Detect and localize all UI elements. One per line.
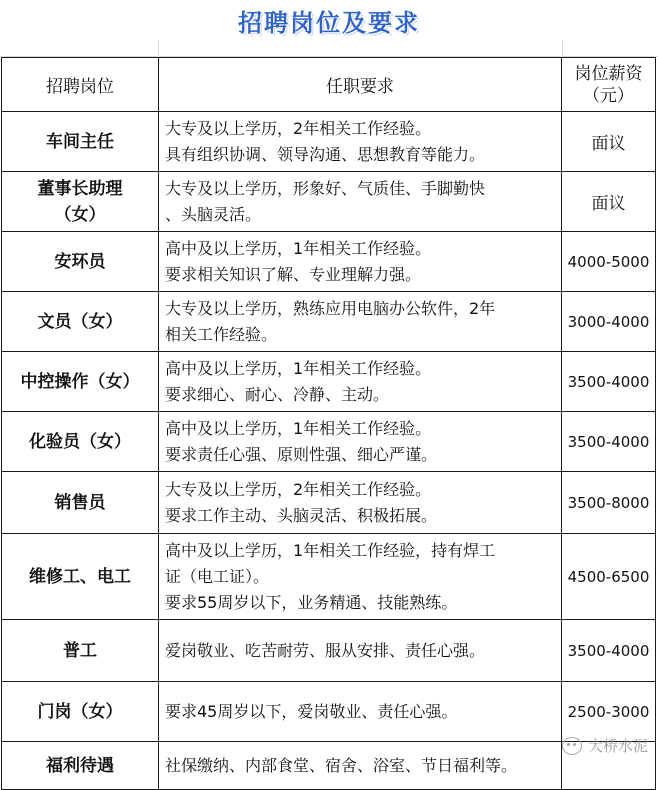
table-row (2, 352, 656, 412)
salary-cell: 3500-4000 (562, 412, 656, 472)
blank-spacer-row (0, 40, 658, 57)
position-line: 普工 (63, 640, 97, 661)
watermark (562, 735, 648, 756)
salary-cell: 面议 (562, 172, 656, 232)
spacer-divider (562, 40, 563, 56)
requirement-line: 要求45周岁以下，爱岗敬业、责任心强。 (165, 701, 458, 721)
position-cell (2, 412, 159, 472)
requirement-line: 高中及以上学历，1年相关工作经验。 (165, 418, 432, 438)
requirement-line: 社保缴纳、内部食堂、宿舍、浴室、节日福利等。 (165, 755, 518, 775)
requirements-cell (159, 472, 562, 534)
position-line: 车间主任 (46, 131, 114, 152)
position-cell (2, 292, 159, 352)
table-body (2, 112, 656, 790)
table-row (2, 682, 656, 742)
requirements-cell (159, 112, 562, 172)
position-cell (2, 534, 159, 620)
requirement-line: 要求责任心强、原则性强、细心严谨。 (165, 444, 438, 464)
position-line: 维修工、电工 (29, 566, 131, 587)
requirement-line: 大专及以上学历，2年相关工作经验。 (165, 118, 432, 138)
requirement-line: 要求55周岁以下，业务精通、技能熟练。 (165, 592, 458, 612)
position-cell (2, 742, 159, 790)
position-line: 中控操作（女） (20, 371, 140, 392)
requirement-line: 大专及以上学历，2年相关工作经验。 (165, 479, 432, 499)
table-header-row (2, 58, 656, 112)
spacer-divider (158, 40, 159, 56)
salary-cell: 4500-6500 (562, 534, 656, 620)
requirement-line: 要求工作主动、头脑灵活、积极拓展。 (165, 505, 438, 525)
requirement-line: 相关工作经验。 (165, 324, 278, 344)
position-cell (2, 352, 159, 412)
requirements-cell (159, 172, 562, 232)
requirements-cell (159, 292, 562, 352)
requirements-cell (159, 232, 562, 292)
table-row (2, 112, 656, 172)
requirements-cell (159, 742, 562, 790)
salary-cell: 面议 (562, 112, 656, 172)
requirement-line: 大专及以上学历，熟练应用电脑办公软件，2年 (165, 298, 496, 318)
position-line: 文员（女） (37, 311, 123, 332)
requirement-line: 具有组织协调、领导沟通、思想教育等能力。 (165, 144, 486, 164)
position-cell (2, 112, 159, 172)
requirements-cell (159, 682, 562, 742)
position-line: 门岗（女） (37, 701, 123, 722)
requirement-line: 爱岗敬业、吃苦耐劳、服从安排、责任心强。 (165, 640, 486, 660)
wechat-icon (562, 737, 582, 755)
position-cell (2, 682, 159, 742)
requirement-line: 要求相关知识了解、专业理解力强。 (165, 264, 422, 284)
requirement-line: 证（电工证）。 (165, 566, 270, 586)
header-requirements: 任职要求 (159, 58, 562, 112)
position-line: 销售员 (54, 492, 106, 513)
position-line: 福利待遇 (46, 755, 114, 776)
position-cell (2, 472, 159, 534)
requirements-cell (159, 534, 562, 620)
requirements-cell (159, 412, 562, 472)
page-title: 招聘岗位及要求 (238, 8, 420, 37)
table-row (2, 742, 656, 790)
requirement-line: 、头脑灵活。 (165, 204, 262, 224)
recruitment-table (1, 57, 656, 790)
table-row (2, 412, 656, 472)
requirements-cell (159, 352, 562, 412)
salary-cell: 3500-4000 (562, 352, 656, 412)
requirement-line: 大专及以上学历，形象好、气质佳、手脚勤快 (165, 178, 486, 198)
salary-cell: 3500-8000 (562, 472, 656, 534)
position-line: 安环员 (54, 251, 106, 272)
position-cell (2, 620, 159, 682)
salary-cell: 4000-5000 (562, 232, 656, 292)
table-row (2, 620, 656, 682)
position-line: 化验员（女） (29, 431, 131, 452)
requirements-cell (159, 620, 562, 682)
title-bar (0, 0, 658, 40)
requirement-line: 高中及以上学历，1年相关工作经验，持有焊工 (165, 540, 496, 560)
requirement-line: 高中及以上学历，1年相关工作经验。 (165, 238, 432, 258)
table-row (2, 292, 656, 352)
header-salary-line2: （元） (583, 85, 634, 106)
table-row (2, 534, 656, 620)
table-row (2, 172, 656, 232)
requirement-line: 要求细心、耐心、冷静、主动。 (165, 384, 390, 404)
watermark-text: 大桥水泥 (587, 737, 648, 755)
header-position: 招聘岗位 (2, 58, 159, 112)
table-row (2, 232, 656, 292)
salary-cell: 3500-4000 (562, 620, 656, 682)
header-salary-line1: 岗位薪资 (574, 63, 643, 84)
table-row (2, 472, 656, 534)
position-cell (2, 172, 159, 232)
position-line: 董事长助理 (37, 178, 123, 199)
position-line: （女） (54, 204, 106, 225)
position-cell (2, 232, 159, 292)
salary-cell: 2500-3000 (562, 682, 656, 742)
salary-cell: 3000-4000 (562, 292, 656, 352)
requirement-line: 高中及以上学历，1年相关工作经验。 (165, 358, 432, 378)
header-salary (562, 58, 656, 112)
